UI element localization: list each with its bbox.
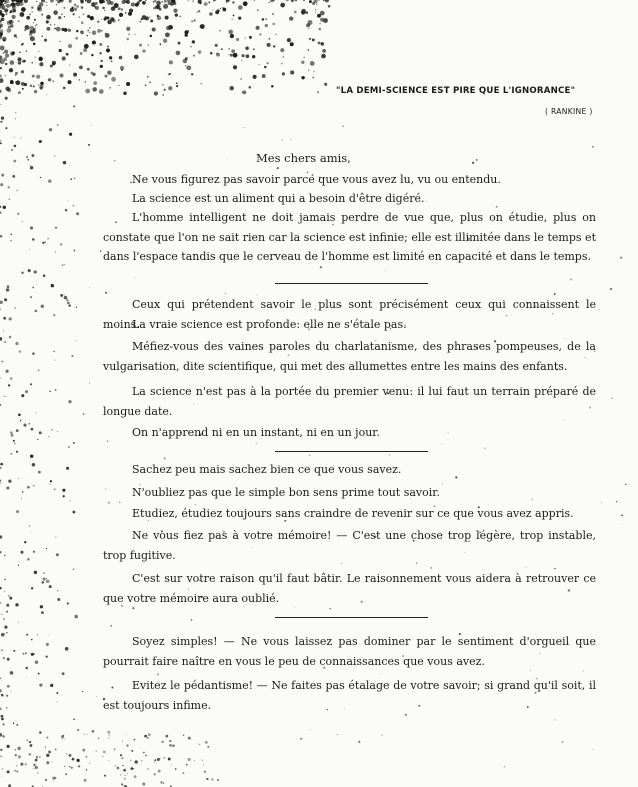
paragraph: Sachez peu mais sachez bien ce que vous savez. xyxy=(132,463,402,476)
paragraph: La vraie science est profonde: elle ne s'étale pas. xyxy=(132,318,407,331)
paragraph: La science est un aliment qui a besoin d'être digéré. xyxy=(132,192,425,205)
page-title: "LA DEMI-SCIENCE EST PIRE QUE L'IGNORANCE" xyxy=(336,86,576,96)
paragraph: Ne vous fiez pas à votre mémoire! — C'est une chose trop légère, trop instable, trop fugitive. xyxy=(103,529,596,562)
paragraph: Etudiez, étudiez toujours sans craindre de revenir sur ce que vous avez appris. xyxy=(132,507,574,520)
paragraph: Ne vous figurez pas savoir parce que vous avez lu, vu ou entendu. xyxy=(132,173,501,186)
paragraph: C'est sur votre raison qu'il faut bâtir. Le raisonnement vous aidera à retrouver ce que votre mémoire aura oublié. xyxy=(103,572,596,605)
section-divider xyxy=(275,283,428,284)
title-attribution: ( RANKINE ) xyxy=(545,107,593,116)
paragraph: La science n'est pas à la portée du premier venu: il lui faut un terrain préparé de longue date. xyxy=(103,385,596,418)
paragraph: Méfiez-vous des vaines paroles du charlatanisme, des phrases pompeuses, de la vulgarisation, dite scientifique, qui met des allumettes entre les mains des enfants. xyxy=(103,340,596,373)
section-divider xyxy=(275,617,428,618)
paragraph: L'homme intelligent ne doit jamais perdre de vue que, plus on étudie, plus on constate que l'on ne sait rien car la science est infinie; elle est illimitée dans le temps et dans l'espace tandis que le cerveau de l'homme est limité en capacité et dans le temps. xyxy=(103,211,596,263)
section-divider xyxy=(275,451,428,452)
paragraph: On n'apprend ni en un instant, ni en un jour. xyxy=(132,426,380,439)
paragraph: Evitez le pédantisme! — Ne faites pas étalage de votre savoir; si grand qu'il soit, il est toujours infime. xyxy=(103,679,596,712)
salutation: Mes chers amis, xyxy=(256,151,351,165)
paragraph: N'oubliez pas que le simple bon sens prime tout savoir. xyxy=(132,486,440,499)
paragraph: Soyez simples! — Ne vous laissez pas dominer par le sentiment d'orgueil que pourrait faire naître en vous le peu de connaissances que vous avez. xyxy=(103,635,596,668)
paragraph: Ceux qui prétendent savoir le plus sont précisément ceux qui connaissent le moins. xyxy=(103,298,596,331)
